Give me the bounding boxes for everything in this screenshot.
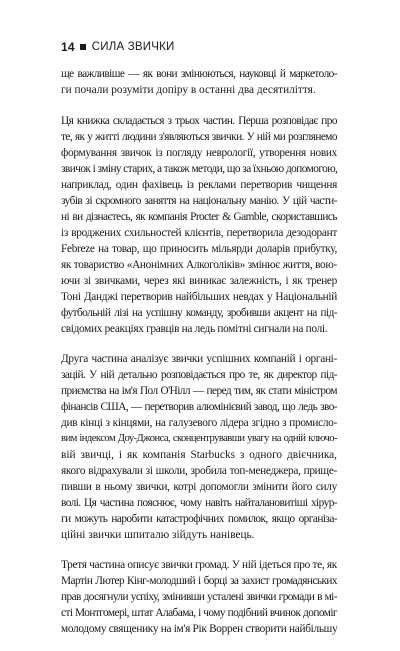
text-line: вим індексом Доу-Джонса, сконцентрувавши увагу на одній ключо- xyxy=(61,433,337,444)
text-line: ги можуть наробити катастрофічних помилок, якщо організа- xyxy=(61,513,337,525)
text-line: ційні звички шпиталю зійдуть нанівець. xyxy=(61,529,255,541)
text-line: молодому священику на ім'я Рік Воррен створити найбільшу xyxy=(61,623,338,635)
text-line: Ця книжка складається з трьох частин. Перша розповідає про xyxy=(61,115,337,127)
running-title: СИЛА ЗВИЧКИ xyxy=(91,41,175,53)
text-line: волі. Ця частина пояснює, чому навіть найталановитіші хірур- xyxy=(61,497,337,509)
text-line: сті Монтгомері, штат Алабама, і чому подібний вчинок допоміг xyxy=(61,607,337,619)
text-line: свідомих реакціях гравців на ледь помітні сигнали на полі. xyxy=(61,323,328,335)
text-line: пивши в ньому звички, котрі допомогли змінити його силу xyxy=(61,481,337,493)
text-line: ючи зі звичками, через які виникає залежність, і як тренер xyxy=(61,275,337,287)
paragraph xyxy=(61,66,337,98)
text-line: прав досягнули успіху, змінивши усталені звички громади в мі- xyxy=(61,591,337,603)
text-line: формування звичок із погляду неврології, утворення нових xyxy=(61,147,337,159)
text-line: як товариство «Анонімних Алкоголіків» змінює життя, вою- xyxy=(61,259,337,271)
text-line: фінансів США, — перетворив алюмінієвий завод, що ледь зво- xyxy=(61,401,337,413)
text-line: приємства на ім'я Пол О'Нілл — перед тим, як стати міністром xyxy=(61,385,337,397)
paragraph xyxy=(61,351,337,543)
text-line: звичок і зміну старих, а також методи, що за їхньою допомогою, xyxy=(61,163,338,175)
text-line: ги почали розуміти допіру в останні два десятиліття. xyxy=(61,84,316,96)
text-line: зацій. У ній детально розповідається про те, як директор під- xyxy=(61,369,337,381)
square-bullet-icon xyxy=(80,44,86,50)
text-line: Друга частина аналізує звички успішних компаній і органі- xyxy=(61,353,337,365)
text-line: Мартін Лютер Кінг-молодший і борці за захист громадянських xyxy=(61,575,337,587)
text-line: футбольній лізі на успішну команду, зробивши акцент на під- xyxy=(61,307,337,319)
text-line: ще важливіше — як вони змінюються, науковці й маркетоло- xyxy=(61,68,337,80)
text-line: Третя частина описує звички громад. У ній ідеться про те, як xyxy=(61,559,337,571)
paragraph xyxy=(61,557,337,637)
text-line: Febreze на товар, що приносить мільярди доларів прибутку, xyxy=(61,243,337,255)
text-line: зубів зі скромного заняття на національну манію. У цій части- xyxy=(61,195,337,207)
text-line: із вроджених схильностей клієнтів, перетворила дезодорант xyxy=(61,227,337,239)
page-header xyxy=(61,40,174,54)
body-text xyxy=(61,66,337,651)
text-line: якого відрахували зі школи, зробила топ-менеджера, прище- xyxy=(61,465,337,477)
text-line: наприклад, один фахівець із реклами перетворив чищення xyxy=(61,179,337,191)
text-line: те, як у житті людини з'являються звички. У ній ми розглянемо xyxy=(61,131,337,143)
text-line: вій звичці, і як компанія Starbucks з одного двієчника, xyxy=(61,449,337,461)
paragraph xyxy=(61,113,337,337)
page-number: 14 xyxy=(61,40,75,54)
text-line: Тоні Данджі перетворив найбільших невдах у Національній xyxy=(61,291,337,303)
text-line: ні ви дізнаєтесь, як компанія Procter & Gamble, скориставшись xyxy=(61,211,337,223)
text-line: див кінці з кінцями, на галузевого лідера згідно з промисло- xyxy=(61,417,337,429)
